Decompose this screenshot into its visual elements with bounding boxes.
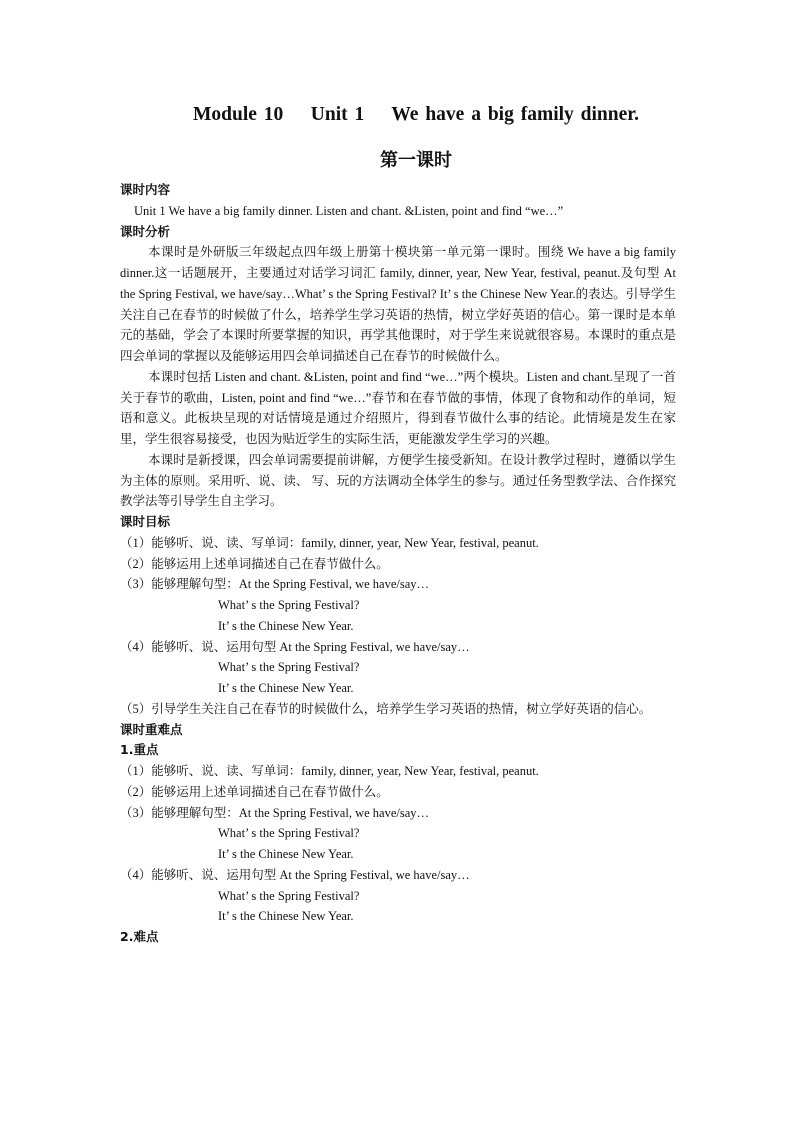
goal-item-3-sentence-b: It’ s the Chinese New Year. (218, 618, 354, 633)
key-item-4-sentence-b: It’ s the Chinese New Year. (218, 909, 354, 924)
key-item-3-sentence-b: It’ s the Chinese New Year. (218, 847, 354, 861)
document-body (120, 180, 676, 948)
lesson-subtitle: 第一课时 (380, 150, 452, 171)
analysis-paragraph-1: 本课时是外研版三年级起点四年级上册第十模块第一单元第一课时。围绕 We have a big family dinner.这一话题展开，主要通过对话学习词汇 family, dinner, year, New Year, festival, peanut.及句型 At the Spring Festival, we have/say…What’ s the Spring Festival? It’ s the Chinese New Year.的表达。引导学生关注自己在春节的时候做了什么，培养学生学习英语的热情，树立学好英语的信心。第一课时是本单元的基础，学会了本课时所要掌握的知识，再学其他课时，对于学生来说就很容易。本课时的重点是四会单词的掌握以及能够运用四会单词描述自己在春节的时候做什么。 (120, 245, 676, 363)
heading-lesson-analysis: 课时分析 (120, 223, 171, 239)
analysis-paragraph-2: 本课时包括 Listen and chant. &Listen, point and find “we…”两个模块。Listen and chant.呈现了一首关于春节的歌曲，Listen, point and find “we…”春节和在春节做的事情，体现了食物和动作的单词，短语和意义。此板块呈现的对话情境是通过介绍照片，得到春节做什么事的结论。此情境是发生在家里，学生很容易接受，也因为贴近学生的实际生活，更能激发学生学习的兴趣。 (120, 369, 676, 446)
key-item-1: （1）能够听、说、读、写单词：family, dinner, year, New Year, festival, peanut. (120, 764, 539, 778)
goal-item-2: （2）能够运用上述单词描述自己在春节做什么。 (120, 556, 389, 571)
key-item-2: （2）能够运用上述单词描述自己在春节做什么。 (120, 784, 389, 799)
analysis-paragraph-3: 本课时是新授课，四会单词需要提前讲解，方便学生接受新知。在设计教学过程时，遵循以学生为主体的原则。采用听、说、读、 写、玩的方法调动全体学生的参与。通过任务型教学法、合作探究教学法等引导学生自主学习。 (120, 452, 676, 509)
key-item-4-sentence-a: What’ s the Spring Festival? (218, 888, 360, 903)
subheading-key-points: 1.重点 (120, 742, 159, 758)
key-item-4: （4）能够听、说、运用句型 At the Spring Festival, we have/say… (120, 867, 470, 882)
goal-item-3-sentence-a: What’ s the Spring Festival? (218, 598, 360, 612)
lesson-content-text: Unit 1 We have a big family dinner. Listen and chant. &Listen, point and find “we…” (134, 203, 564, 218)
goal-item-3: （3）能够理解句型：At the Spring Festival, we have/say… (120, 577, 429, 592)
goal-item-4-sentence-b: It’ s the Chinese New Year. (218, 681, 354, 695)
heading-lesson-goals: 课时目标 (120, 514, 171, 529)
key-item-3: （3）能够理解句型：At the Spring Festival, we have/say… (120, 805, 429, 820)
goal-item-5: （5）引导学生关注自己在春节的时候做什么，培养学生学习英语的热情，树立学好英语的信心。 (120, 701, 652, 716)
heading-key-points: 课时重难点 (120, 721, 183, 737)
subheading-difficult-points: 2.难点 (120, 929, 159, 944)
goal-item-1: （1）能够听、说、读、写单词：family, dinner, year, New Year, festival, peanut. (120, 535, 539, 550)
heading-lesson-content: 课时内容 (120, 182, 171, 197)
document-title: Module 10 Unit 1 We have a big family dinner. (192, 104, 640, 125)
key-item-3-sentence-a: What’ s the Spring Festival? (218, 826, 360, 841)
goal-item-4: （4）能够听、说、运用句型 At the Spring Festival, we have/say… (120, 639, 470, 654)
goal-item-4-sentence-a: What’ s the Spring Festival? (218, 660, 360, 675)
